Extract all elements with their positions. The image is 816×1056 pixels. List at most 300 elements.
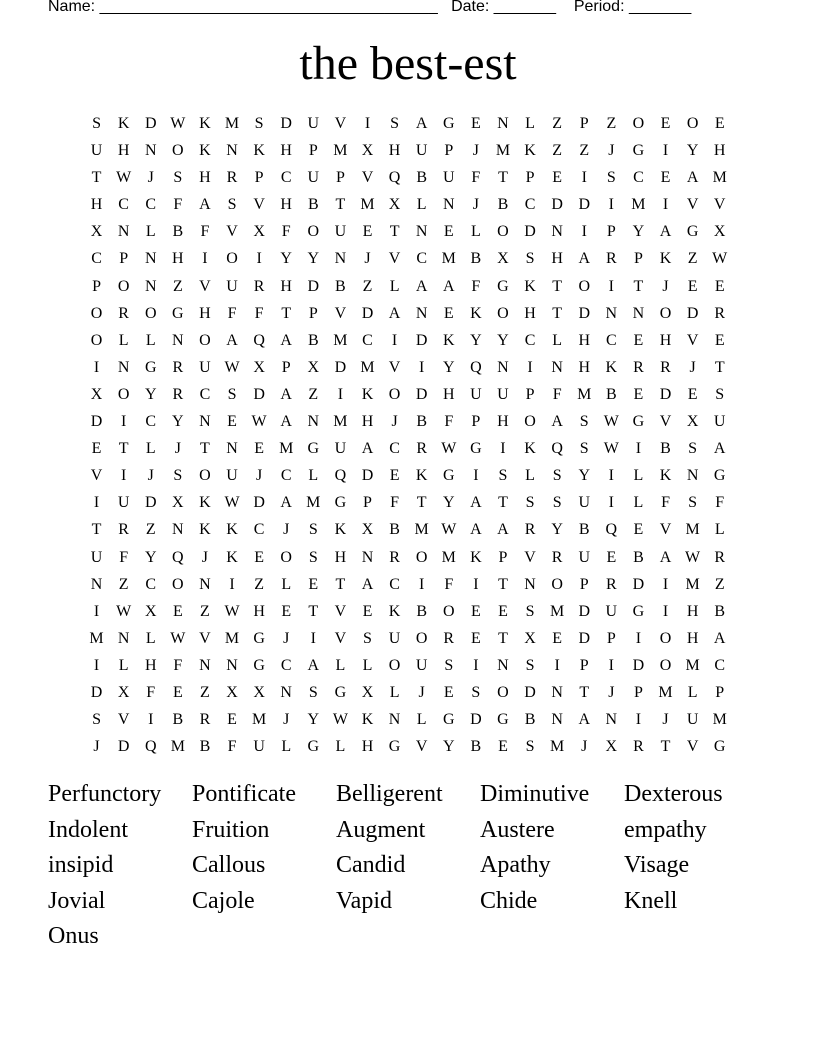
grid-letter[interactable]: M	[306, 494, 321, 512]
grid-letter[interactable]: F	[661, 494, 670, 512]
grid-letter[interactable]: N	[415, 223, 428, 241]
grid-letter[interactable]: Q	[172, 548, 184, 566]
grid-letter[interactable]: L	[145, 440, 156, 458]
grid-letter[interactable]: I	[662, 196, 669, 214]
grid-letter[interactable]: K	[470, 548, 482, 566]
grid-letter[interactable]: D	[117, 738, 130, 756]
grid-letter[interactable]: L	[389, 683, 400, 701]
grid-letter[interactable]: A	[226, 331, 238, 349]
grid-letter[interactable]: K	[226, 548, 238, 566]
grid-letter[interactable]: N	[226, 440, 238, 458]
grid-letter[interactable]: T	[660, 738, 671, 756]
grid-letter[interactable]: Z	[172, 277, 183, 295]
grid-letter[interactable]: T	[498, 575, 508, 593]
grid-letter[interactable]: S	[308, 548, 318, 566]
grid-letter[interactable]: C	[145, 575, 157, 593]
grid-letter[interactable]: J	[662, 277, 669, 295]
grid-letter[interactable]: V	[686, 331, 699, 349]
grid-letter[interactable]: O	[307, 223, 320, 241]
grid-letter[interactable]: E	[172, 683, 183, 701]
grid-letter[interactable]: N	[117, 358, 130, 376]
grid-letter[interactable]: A	[551, 413, 563, 431]
grid-letter[interactable]: R	[172, 358, 184, 376]
grid-letter[interactable]: J	[689, 358, 696, 376]
grid-letter[interactable]: P	[579, 115, 589, 132]
grid-letter[interactable]: W	[224, 358, 240, 376]
grid-letter[interactable]: G	[388, 738, 401, 756]
grid-letter[interactable]: M	[170, 738, 185, 756]
grid-letter[interactable]: I	[662, 602, 669, 620]
grid-letter[interactable]: H	[578, 358, 591, 376]
grid-letter[interactable]: U	[307, 115, 320, 132]
grid-letter[interactable]: A	[199, 196, 211, 214]
grid-letter[interactable]: L	[362, 656, 373, 674]
grid-letter[interactable]: N	[199, 656, 211, 674]
grid-letter[interactable]: F	[471, 169, 481, 187]
grid-letter[interactable]: W	[603, 440, 619, 458]
grid-letter[interactable]: A	[388, 304, 401, 322]
grid-letter[interactable]: X	[361, 521, 374, 539]
grid-letter[interactable]: I	[120, 413, 127, 431]
grid-letter[interactable]: N	[388, 711, 401, 729]
grid-letter[interactable]: K	[415, 467, 428, 485]
grid-letter[interactable]: N	[497, 358, 509, 376]
grid-letter[interactable]: K	[253, 142, 265, 160]
grid-letter[interactable]: X	[605, 738, 618, 756]
grid-letter[interactable]: J	[364, 250, 371, 268]
grid-letter[interactable]: H	[388, 142, 401, 160]
grid-letter[interactable]: F	[200, 223, 210, 241]
grid-letter[interactable]: X	[253, 358, 265, 376]
grid-letter[interactable]: F	[146, 683, 156, 701]
grid-letter[interactable]: A	[713, 440, 726, 458]
grid-letter[interactable]: H	[280, 196, 292, 214]
grid-letter[interactable]: K	[442, 331, 455, 349]
grid-letter[interactable]: O	[280, 548, 292, 566]
grid-letter[interactable]: U	[334, 223, 347, 241]
grid-letter[interactable]: E	[687, 277, 698, 295]
grid-letter[interactable]: J	[608, 683, 615, 701]
grid-letter[interactable]: S	[308, 521, 318, 539]
grid-letter[interactable]: J	[662, 711, 669, 729]
grid-letter[interactable]: D	[90, 683, 103, 701]
grid-letter[interactable]: P	[715, 683, 725, 701]
grid-letter[interactable]: O	[686, 115, 699, 132]
grid-letter[interactable]: R	[172, 385, 184, 403]
grid-letter[interactable]: K	[659, 467, 672, 485]
grid-letter[interactable]: Z	[579, 142, 590, 160]
grid-letter[interactable]: M	[550, 738, 565, 756]
grid-letter[interactable]: J	[581, 738, 588, 756]
grid-letter[interactable]: E	[660, 115, 671, 132]
grid-letter[interactable]: F	[390, 494, 400, 512]
grid-letter[interactable]: E	[633, 385, 644, 403]
grid-letter[interactable]: N	[551, 223, 563, 241]
grid-letter[interactable]: X	[307, 358, 320, 376]
grid-letter[interactable]: E	[470, 115, 481, 132]
grid-letter[interactable]: S	[525, 494, 535, 512]
grid-letter[interactable]: O	[226, 250, 238, 268]
grid-letter[interactable]: Q	[253, 331, 265, 349]
grid-letter[interactable]: T	[416, 494, 427, 512]
grid-letter[interactable]: G	[686, 223, 699, 241]
grid-letter[interactable]: X	[253, 683, 265, 701]
grid-letter[interactable]: M	[333, 142, 348, 160]
grid-letter[interactable]: D	[632, 575, 645, 593]
grid-letter[interactable]: E	[362, 602, 373, 620]
grid-letter[interactable]: O	[117, 277, 130, 295]
grid-letter[interactable]: F	[444, 575, 454, 593]
grid-letter[interactable]: G	[713, 467, 726, 485]
grid-letter[interactable]: C	[389, 575, 400, 593]
grid-letter[interactable]: P	[633, 250, 643, 268]
grid-letter[interactable]: I	[337, 385, 344, 403]
grid-letter[interactable]: Z	[714, 575, 725, 593]
grid-letter[interactable]: J	[418, 683, 425, 701]
grid-letter[interactable]: E	[172, 602, 183, 620]
grid-letter[interactable]: A	[415, 115, 428, 132]
grid-letter[interactable]: V	[199, 629, 211, 647]
grid-letter[interactable]: M	[658, 683, 673, 701]
grid-letter[interactable]: I	[635, 440, 642, 458]
grid-letter[interactable]: P	[92, 277, 101, 295]
grid-letter[interactable]: N	[524, 575, 536, 593]
grid-letter[interactable]: T	[714, 358, 725, 376]
grid-letter[interactable]: B	[470, 738, 482, 756]
grid-letter[interactable]: K	[388, 602, 401, 620]
grid-letter[interactable]: O	[497, 304, 509, 322]
grid-letter[interactable]: N	[415, 304, 428, 322]
grid-letter[interactable]: G	[442, 467, 455, 485]
grid-letter[interactable]: A	[713, 629, 726, 647]
grid-letter[interactable]: P	[579, 656, 589, 674]
grid-letter[interactable]: U	[388, 629, 401, 647]
grid-letter[interactable]: H	[442, 385, 455, 403]
grid-letter[interactable]: P	[335, 169, 345, 187]
grid-letter[interactable]: S	[525, 738, 535, 756]
grid-letter[interactable]: B	[497, 196, 509, 214]
grid-letter[interactable]: I	[635, 629, 642, 647]
grid-letter[interactable]: X	[90, 223, 103, 241]
grid-letter[interactable]: D	[253, 385, 265, 403]
grid-letter[interactable]: A	[442, 277, 455, 295]
grid-letter[interactable]: X	[361, 142, 374, 160]
grid-letter[interactable]: J	[472, 196, 479, 214]
grid-letter[interactable]: V	[524, 548, 536, 566]
grid-letter[interactable]: F	[227, 738, 237, 756]
grid-letter[interactable]: C	[524, 196, 536, 214]
grid-letter[interactable]: Y	[551, 521, 563, 539]
grid-letter[interactable]: R	[118, 304, 129, 322]
grid-letter[interactable]: O	[388, 656, 401, 674]
grid-letter[interactable]: N	[117, 223, 130, 241]
grid-letter[interactable]: F	[281, 223, 291, 241]
grid-letter[interactable]: B	[389, 521, 400, 539]
grid-letter[interactable]: Y	[578, 467, 591, 485]
grid-letter[interactable]: W	[116, 602, 132, 620]
grid-letter[interactable]: E	[443, 223, 454, 241]
grid-letter[interactable]: N	[144, 277, 157, 295]
grid-letter[interactable]: Z	[552, 115, 563, 132]
grid-letter[interactable]: L	[335, 738, 346, 756]
grid-letter[interactable]: N	[551, 683, 563, 701]
grid-letter[interactable]: I	[500, 440, 506, 458]
grid-letter[interactable]: M	[685, 656, 700, 674]
grid-letter[interactable]: H	[551, 250, 563, 268]
grid-letter[interactable]: W	[224, 602, 240, 620]
date-blank[interactable]: _______	[493, 0, 557, 15]
grid-letter[interactable]: E	[633, 331, 644, 349]
grid-letter[interactable]: H	[497, 413, 509, 431]
grid-letter[interactable]: U	[253, 738, 265, 756]
grid-letter[interactable]: K	[117, 115, 130, 132]
grid-letter[interactable]: Z	[200, 602, 210, 620]
grid-letter[interactable]: L	[525, 115, 535, 132]
grid-letter[interactable]: S	[363, 629, 372, 647]
grid-letter[interactable]: N	[172, 521, 184, 539]
grid-letter[interactable]: L	[525, 467, 535, 485]
grid-letter[interactable]: Y	[686, 142, 699, 160]
grid-letter[interactable]: A	[659, 223, 672, 241]
grid-letter[interactable]: E	[227, 413, 237, 431]
grid-letter[interactable]: T	[498, 629, 508, 647]
grid-letter[interactable]: M	[89, 629, 104, 647]
grid-letter[interactable]: U	[307, 169, 320, 187]
grid-letter[interactable]: M	[279, 440, 294, 458]
grid-letter[interactable]: X	[497, 250, 509, 268]
grid-letter[interactable]: N	[361, 548, 374, 566]
grid-letter[interactable]: G	[632, 602, 645, 620]
grid-letter[interactable]: I	[662, 142, 669, 160]
grid-letter[interactable]: V	[334, 304, 347, 322]
grid-letter[interactable]: D	[90, 413, 103, 431]
grid-letter[interactable]: R	[633, 738, 644, 756]
grid-letter[interactable]: F	[119, 548, 129, 566]
grid-letter[interactable]: E	[714, 331, 725, 349]
grid-letter[interactable]: I	[93, 656, 100, 674]
grid-letter[interactable]: N	[90, 575, 103, 593]
grid-letter[interactable]: F	[227, 304, 237, 322]
grid-letter[interactable]: M	[251, 711, 267, 729]
grid-letter[interactable]: H	[524, 304, 536, 322]
grid-letter[interactable]: M	[333, 331, 348, 349]
grid-letter[interactable]: I	[581, 223, 587, 241]
grid-letter[interactable]: L	[281, 738, 292, 756]
grid-letter[interactable]: H	[253, 602, 265, 620]
grid-letter[interactable]: I	[554, 656, 560, 674]
grid-letter[interactable]: J	[93, 738, 100, 756]
grid-letter[interactable]: I	[608, 467, 614, 485]
grid-letter[interactable]: S	[525, 602, 535, 620]
grid-letter[interactable]: E	[443, 304, 454, 322]
grid-letter[interactable]: M	[577, 385, 592, 403]
grid-letter[interactable]: V	[253, 196, 265, 214]
grid-letter[interactable]: S	[606, 169, 616, 187]
grid-letter[interactable]: R	[714, 548, 726, 566]
grid-letter[interactable]: S	[715, 385, 725, 403]
grid-letter[interactable]: N	[144, 250, 157, 268]
grid-letter[interactable]: V	[388, 250, 401, 268]
grid-letter[interactable]: D	[551, 196, 563, 214]
grid-letter[interactable]: S	[390, 115, 400, 132]
grid-letter[interactable]: S	[552, 467, 562, 485]
grid-letter[interactable]: B	[416, 602, 427, 620]
grid-letter[interactable]: O	[551, 575, 563, 593]
grid-letter[interactable]: B	[660, 440, 671, 458]
grid-letter[interactable]: Y	[442, 358, 455, 376]
grid-letter[interactable]: U	[470, 385, 482, 403]
grid-letter[interactable]: H	[144, 656, 157, 674]
grid-letter[interactable]: J	[283, 629, 290, 647]
grid-letter[interactable]: C	[145, 413, 157, 431]
grid-letter[interactable]: P	[471, 413, 481, 431]
grid-letter[interactable]: N	[172, 331, 184, 349]
grid-letter[interactable]: Y	[280, 250, 292, 268]
grid-letter[interactable]: I	[419, 358, 425, 376]
grid-letter[interactable]: K	[199, 494, 211, 512]
grid-letter[interactable]: D	[280, 115, 292, 132]
grid-letter[interactable]: T	[579, 683, 590, 701]
grid-letter[interactable]: S	[308, 683, 318, 701]
grid-letter[interactable]: H	[172, 250, 184, 268]
grid-letter[interactable]: O	[632, 115, 645, 132]
grid-letter[interactable]: S	[525, 250, 535, 268]
grid-letter[interactable]: U	[605, 602, 618, 620]
grid-letter[interactable]: B	[470, 250, 482, 268]
grid-letter[interactable]: O	[415, 629, 428, 647]
grid-letter[interactable]: Q	[334, 467, 347, 485]
grid-letter[interactable]: G	[334, 683, 347, 701]
grid-letter[interactable]: E	[91, 440, 102, 458]
grid-letter[interactable]: F	[444, 413, 454, 431]
grid-letter[interactable]: J	[201, 548, 209, 566]
grid-letter[interactable]: O	[659, 656, 672, 674]
grid-letter[interactable]: L	[389, 277, 400, 295]
grid-letter[interactable]: B	[199, 738, 211, 756]
grid-letter[interactable]: T	[633, 277, 644, 295]
grid-letter[interactable]: A	[470, 521, 482, 539]
grid-letter[interactable]: R	[524, 521, 536, 539]
grid-letter[interactable]: E	[443, 683, 454, 701]
grid-letter[interactable]: T	[552, 304, 563, 322]
grid-letter[interactable]: C	[199, 385, 211, 403]
grid-letter[interactable]: E	[606, 548, 617, 566]
grid-letter[interactable]: A	[578, 250, 591, 268]
grid-letter[interactable]: S	[227, 385, 237, 403]
grid-letter[interactable]: K	[226, 521, 238, 539]
grid-letter[interactable]: L	[633, 467, 644, 485]
grid-letter[interactable]: V	[361, 169, 374, 187]
grid-letter[interactable]: H	[361, 738, 374, 756]
grid-letter[interactable]: L	[416, 196, 427, 214]
grid-letter[interactable]: U	[578, 548, 591, 566]
grid-letter[interactable]: N	[605, 304, 618, 322]
grid-letter[interactable]: I	[608, 277, 614, 295]
grid-letter[interactable]: L	[281, 575, 292, 593]
grid-letter[interactable]: G	[172, 304, 184, 322]
grid-letter[interactable]: K	[199, 142, 211, 160]
grid-letter[interactable]: H	[199, 169, 211, 187]
grid-letter[interactable]: J	[255, 467, 263, 485]
grid-letter[interactable]: A	[686, 169, 699, 187]
grid-letter[interactable]: P	[633, 683, 643, 701]
grid-letter[interactable]: F	[173, 656, 183, 674]
grid-letter[interactable]: A	[361, 575, 374, 593]
grid-letter[interactable]: O	[172, 142, 184, 160]
grid-letter[interactable]: V	[334, 602, 347, 620]
grid-letter[interactable]: E	[470, 602, 481, 620]
grid-letter[interactable]: X	[144, 602, 157, 620]
grid-letter[interactable]: P	[281, 358, 291, 376]
grid-letter[interactable]: T	[498, 494, 508, 512]
grid-letter[interactable]: B	[578, 521, 590, 539]
grid-letter[interactable]: U	[442, 169, 455, 187]
grid-letter[interactable]: C	[633, 169, 644, 187]
grid-letter[interactable]: B	[416, 413, 427, 431]
grid-letter[interactable]: R	[389, 548, 400, 566]
grid-letter[interactable]: G	[632, 142, 645, 160]
grid-letter[interactable]: V	[686, 738, 699, 756]
grid-letter[interactable]: E	[714, 277, 725, 295]
grid-letter[interactable]: N	[605, 711, 618, 729]
grid-letter[interactable]: O	[497, 223, 509, 241]
grid-letter[interactable]: Z	[687, 250, 698, 268]
grid-letter[interactable]: L	[470, 223, 481, 241]
grid-letter[interactable]: W	[224, 494, 240, 512]
grid-letter[interactable]: R	[660, 358, 671, 376]
grid-letter[interactable]: S	[173, 169, 183, 187]
grid-letter[interactable]: S	[173, 467, 183, 485]
grid-letter[interactable]: Q	[470, 358, 482, 376]
grid-letter[interactable]: I	[473, 467, 479, 485]
grid-letter[interactable]: O	[90, 331, 103, 349]
grid-letter[interactable]: S	[92, 711, 101, 729]
grid-letter[interactable]: M	[550, 602, 565, 620]
grid-letter[interactable]: O	[172, 575, 184, 593]
grid-letter[interactable]: G	[442, 711, 455, 729]
grid-letter[interactable]: O	[659, 304, 672, 322]
grid-letter[interactable]: X	[90, 385, 103, 403]
grid-letter[interactable]: H	[280, 277, 292, 295]
grid-letter[interactable]: B	[714, 602, 726, 620]
grid-letter[interactable]: T	[335, 575, 346, 593]
grid-letter[interactable]: E	[281, 602, 292, 620]
grid-letter[interactable]: Q	[605, 521, 618, 539]
grid-letter[interactable]: R	[199, 711, 211, 729]
grid-letter[interactable]: C	[280, 467, 292, 485]
grid-letter[interactable]: M	[712, 169, 727, 187]
grid-letter[interactable]: U	[117, 494, 130, 512]
grid-letter[interactable]: U	[90, 548, 103, 566]
grid-letter[interactable]: P	[498, 548, 508, 566]
grid-letter[interactable]: K	[524, 142, 536, 160]
grid-letter[interactable]: P	[254, 169, 264, 187]
grid-letter[interactable]: N	[551, 711, 563, 729]
grid-letter[interactable]: U	[199, 358, 211, 376]
grid-letter[interactable]: G	[144, 358, 157, 376]
grid-letter[interactable]: D	[253, 494, 265, 512]
grid-letter[interactable]: F	[715, 494, 725, 512]
grid-letter[interactable]: P	[525, 169, 535, 187]
grid-letter[interactable]: Z	[552, 142, 563, 160]
grid-letter[interactable]: X	[253, 223, 265, 241]
grid-letter[interactable]: L	[308, 467, 319, 485]
grid-letter[interactable]: V	[686, 196, 699, 214]
grid-letter[interactable]: A	[280, 331, 292, 349]
grid-letter[interactable]: E	[687, 385, 698, 403]
grid-letter[interactable]: R	[253, 277, 265, 295]
grid-letter[interactable]: I	[93, 602, 100, 620]
